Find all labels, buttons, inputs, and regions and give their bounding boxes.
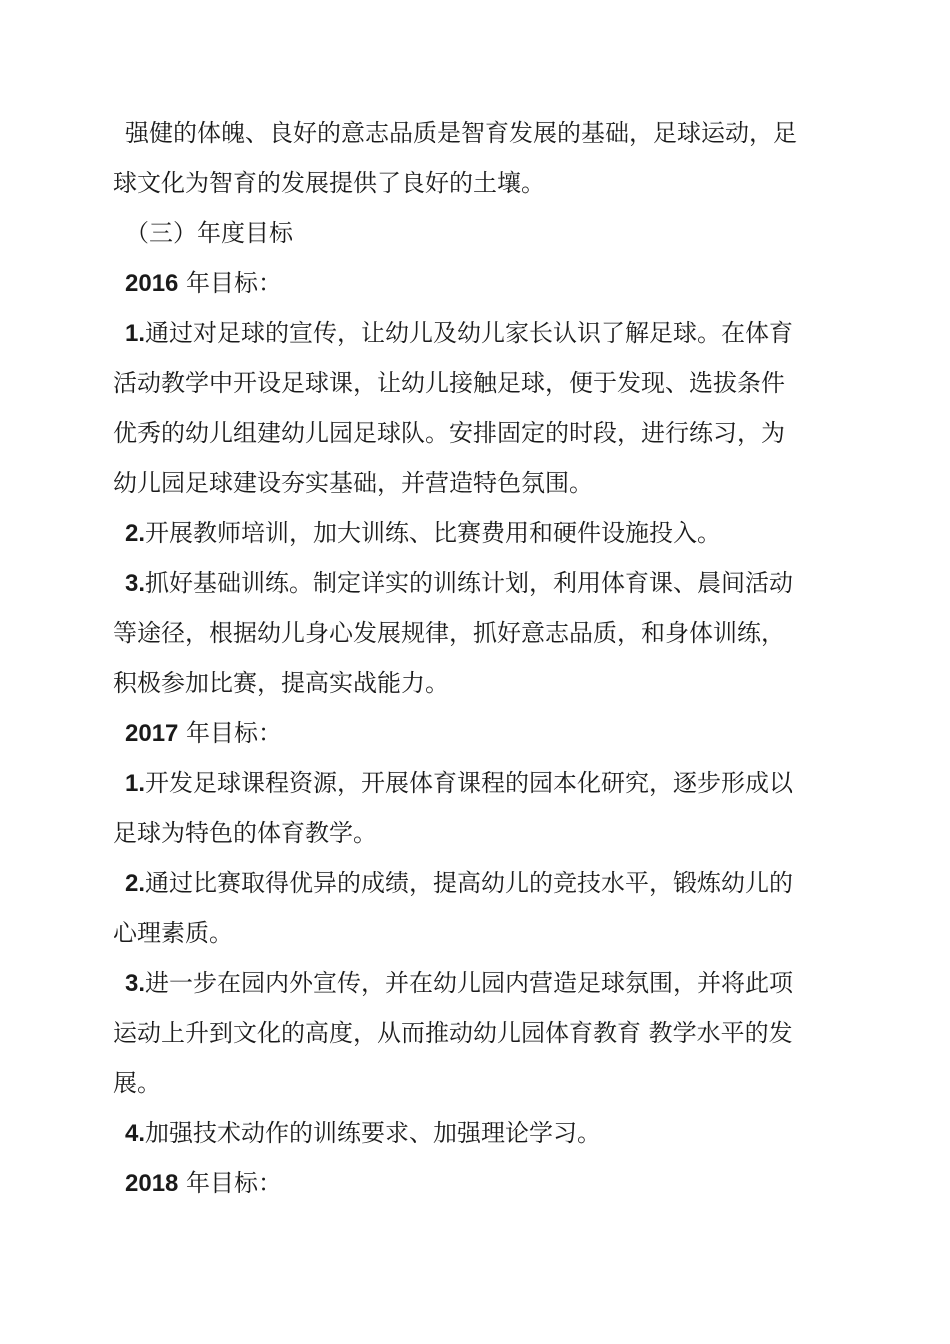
line-text: 通过比赛取得优异的成绩，提高幼儿的竞技水平，锻炼幼儿的 [145, 869, 794, 897]
item-number: 4. [125, 1120, 146, 1147]
paragraph-line [113, 908, 837, 958]
line-text: 等途径，根据幼儿身心发展规律，抓好意志品质，和身体训练， [113, 619, 785, 647]
line-text: 年目标： [178, 719, 283, 747]
item-number: 2. [125, 870, 146, 897]
paragraph-line [113, 658, 837, 708]
line-text: 年目标： [178, 1169, 283, 1197]
item-number: 1. [125, 320, 146, 347]
line-text: 幼儿园足球建设夯实基础，并营造特色氛围。 [113, 469, 593, 497]
line-text: （三）年度目标 [125, 219, 293, 247]
list-item-line [113, 858, 837, 908]
item-number: 2. [125, 520, 146, 547]
paragraph-line [113, 1058, 837, 1108]
line-text: 活动教学中开设足球课，让幼儿接触足球，便于发现、选拔条件 [113, 369, 785, 397]
line-text: 积极参加比赛，提高实战能力。 [113, 669, 449, 697]
line-text: 运动上升到文化的高度，从而推动幼儿园体育教育 教学水平的发 [113, 1019, 793, 1047]
paragraph-line [113, 108, 837, 158]
year-number: 2018 [125, 1170, 179, 1197]
line-text: 足球为特色的体育教学。 [113, 819, 377, 847]
paragraph-line [113, 458, 837, 508]
line-text: 优秀的幼儿组建幼儿园足球队。安排固定的时段，进行练习，为 [113, 419, 785, 447]
line-text: 球文化为智育的发展提供了良好的土壤。 [113, 169, 545, 197]
line-text: 通过对足球的宣传，让幼儿及幼儿家长认识了解足球。在体育 [145, 319, 794, 347]
paragraph-line [113, 1008, 837, 1058]
section-heading [113, 208, 837, 258]
line-text: 进一步在园内外宣传，并在幼儿园内营造足球氛围，并将此项 [145, 969, 794, 997]
line-text: 加强技术动作的训练要求、加强理论学习。 [145, 1119, 602, 1147]
list-item-line [113, 958, 837, 1008]
line-text: 抓好基础训练。制定详实的训练计划，利用体育课、晨间活动 [145, 569, 794, 597]
paragraph-line [113, 608, 837, 658]
paragraph-line [113, 408, 837, 458]
document-page [113, 108, 837, 1208]
line-text: 强健的体魄、良好的意志品质是智育发展的基础，足球运动，足 [125, 119, 797, 147]
list-item-line [113, 1108, 837, 1158]
list-item-line [113, 558, 837, 608]
paragraph-line [113, 158, 837, 208]
paragraph-line [113, 358, 837, 408]
line-text: 年目标： [178, 269, 283, 297]
list-item-line [113, 308, 837, 358]
year-heading [113, 708, 837, 758]
year-number: 2017 [125, 720, 179, 747]
line-text: 开展教师培训，加大训练、比赛费用和硬件设施投入。 [145, 519, 722, 547]
line-text: 开发足球课程资源，开展体育课程的园本化研究，逐步形成以 [145, 769, 794, 797]
item-number: 3. [125, 970, 146, 997]
item-number: 1. [125, 770, 146, 797]
list-item-line [113, 508, 837, 558]
line-text: 心理素质。 [113, 919, 233, 947]
list-item-line [113, 758, 837, 808]
item-number: 3. [125, 570, 146, 597]
year-number: 2016 [125, 270, 179, 297]
year-heading [113, 1158, 837, 1208]
paragraph-line [113, 808, 837, 858]
year-heading [113, 258, 837, 308]
line-text: 展。 [113, 1069, 161, 1097]
